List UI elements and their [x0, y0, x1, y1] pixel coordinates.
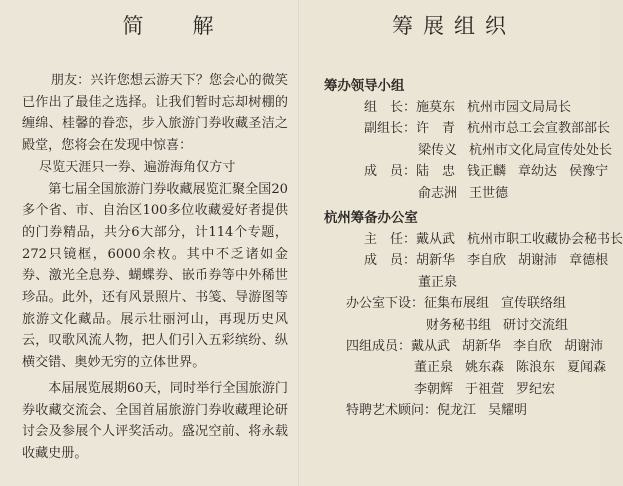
deputy-row-1: [364, 118, 611, 139]
art-advisors-row: [346, 400, 590, 421]
member-name: 董正泉: [418, 274, 458, 290]
deputy-title-1: 杭州市总工会宣教部部长: [467, 121, 611, 137]
leader-title: 杭州市园文局局长: [467, 100, 572, 115]
member-name: 王世德: [469, 185, 509, 201]
advisor-name: 倪龙江: [437, 403, 477, 419]
subgroups-row-2: [426, 315, 590, 336]
art-advisors-label: 特聘艺术顾问：: [346, 403, 438, 419]
members-row-2: [418, 183, 590, 204]
leader-row: [364, 97, 590, 118]
member-name: 章幼达: [518, 164, 558, 180]
member-name: 董正泉: [414, 360, 454, 376]
office-members-label: 成 员：: [364, 253, 417, 269]
office-members-row-1: [364, 250, 609, 271]
member-name: 胡谢沛: [564, 339, 604, 355]
subgroup-name: 财务秘书组: [426, 317, 492, 333]
subgroups-row-1: [346, 293, 590, 314]
members-label: 成 员：: [364, 164, 417, 180]
deputy-name-2: 梁传义: [418, 142, 458, 158]
member-name: 姚东森: [465, 360, 505, 376]
member-name: 于祖萱: [465, 381, 505, 397]
leader-name: 施莫东: [416, 100, 456, 115]
subgroup-name: 研讨交流组: [503, 317, 569, 333]
member-name: 钱正麟: [467, 164, 507, 180]
intro-paragraph-3: 本届展览展期60天，同时举行全国旅游门券收藏交流会、全国首届旅游门券收藏理论研讨会及参展个人评奖活动。盛况空前、将永载收藏史册。: [22, 380, 288, 461]
subgroups-label: 办公室下设：: [346, 296, 425, 312]
member-name: 章德根: [569, 253, 609, 269]
leader-label: 组 长：: [364, 100, 417, 115]
deputy-label: 副组长：: [364, 121, 417, 137]
member-name: 夏闻森: [567, 360, 607, 376]
member-name: 陆 忠: [416, 164, 456, 180]
members-row-1: [364, 161, 609, 182]
four-groups-label: 四组成员：: [346, 339, 412, 355]
intro-paragraph-2: 第七届全国旅游门券收藏展览汇聚全国20多个省、市、自治区100多位收藏爱好者提供的门券精品，共分6大部分，计114个专题，272只镜框，6000余枚。其中不乏诸如金券、激光全息券、蝴蝶券、嵌币券等中外稀世珍品。此外，还有风景照片、书笺、导游图等旅游文化藏品。展示壮丽河山，再现历史风云，叹歌风流人物，把人们引入五彩缤纷、纵横交错、奥妙无穷的立体世界。: [22, 181, 288, 371]
subgroup-name: 宣传联络组: [501, 296, 567, 312]
intro-paragraph-1: 朋友：兴许您想云游天下？您会心的微笑已作出了最佳之选择。让我们暂时忘却树棚的缠绵、桂馨的眷恋，步入旅游门券收藏圣洁之殿堂，您将会在发现中惊喜：: [22, 73, 288, 154]
member-name: 戴从武: [411, 339, 451, 355]
preparatory-office-header: 杭州筹备办公室: [324, 210, 418, 227]
member-name: 李自欣: [513, 339, 553, 355]
left-page: [0, 0, 300, 486]
director-row: [364, 229, 623, 250]
member-name: 罗纪宏: [516, 381, 556, 397]
director-title: 杭州市职工收藏协会秘书长: [467, 232, 623, 248]
intro-title: 简 解: [122, 14, 228, 38]
director-name: 戴从武: [416, 232, 456, 248]
advisor-name: 吴耀明: [488, 403, 528, 419]
four-groups-row-3: [414, 379, 590, 400]
member-name: 李朝辉: [414, 381, 454, 397]
member-name: 李自欣: [467, 253, 507, 269]
four-groups-row-1: [346, 336, 604, 357]
leading-group-header: 筹办领导小组: [324, 78, 405, 94]
deputy-name-1: 许 青: [416, 121, 456, 137]
director-label: 主 任：: [364, 232, 417, 248]
member-name: 胡新华: [462, 339, 502, 355]
subgroup-name: 征集布展组: [424, 296, 490, 312]
member-name: 陈浪东: [516, 360, 556, 376]
four-groups-row-2: [414, 357, 607, 378]
member-name: 俞志洲: [418, 185, 458, 201]
deputy-title-2: 杭州市文化局宣传处处长: [469, 142, 613, 158]
member-name: 胡新华: [416, 253, 456, 269]
member-name: 侯豫宁: [569, 164, 609, 180]
member-name: 胡谢沛: [518, 253, 558, 269]
intro-slogan: 尽览天涯只一券、遍游海角仅方寸: [39, 159, 236, 175]
organization-title: 筹展组织: [392, 14, 516, 38]
deputy-row-2: [418, 140, 613, 161]
right-page: [300, 0, 623, 486]
intro-text: [22, 70, 288, 465]
office-members-row-2: [418, 272, 590, 293]
